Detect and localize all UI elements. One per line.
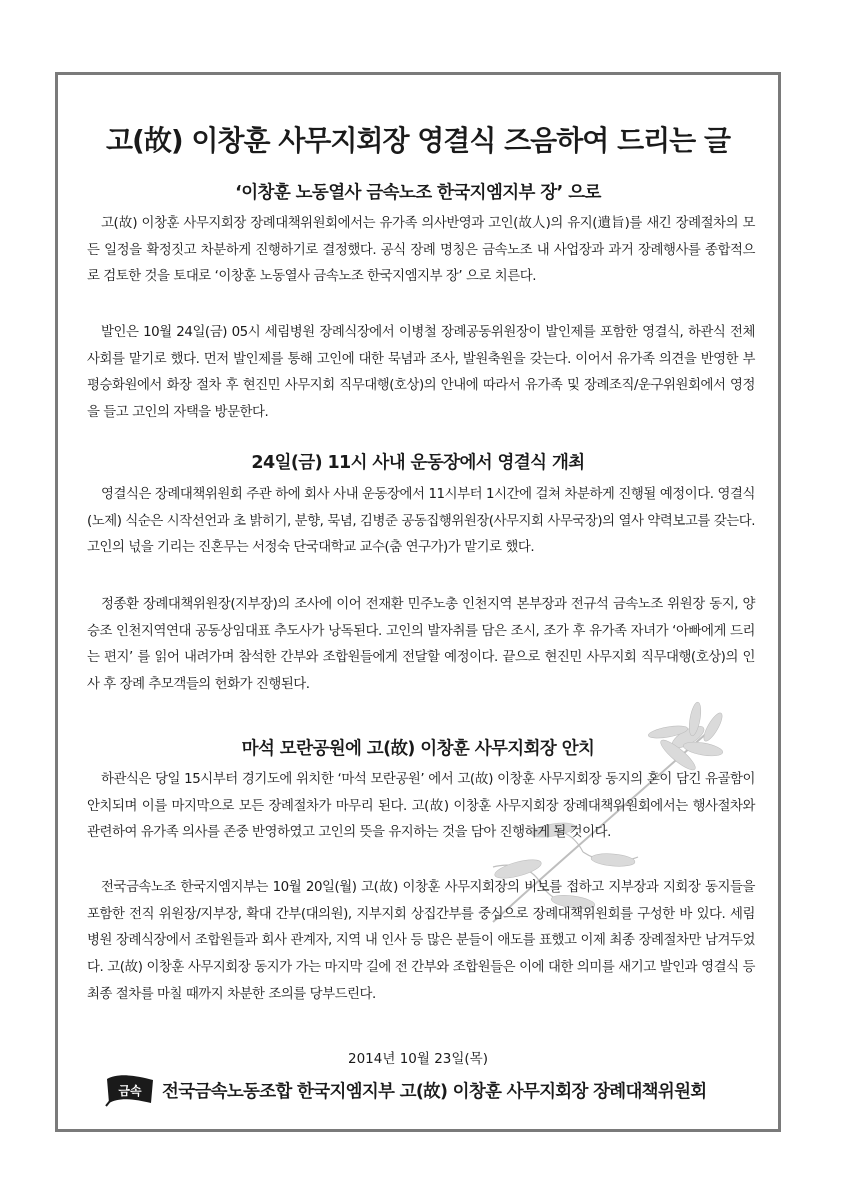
section-heading: 24일(금) 11시 사내 운동장에서 영결식 개최: [251, 453, 585, 473]
document-date: 2014년 10월 23일(목): [348, 1051, 488, 1067]
union-flag-logo-icon: [104, 1073, 156, 1107]
paragraph: 하관식은 당일 15시부터 경기도에 위치한 ‘마석 모란공원’ 에서 고(故) 이창훈 사무지회장 동지의 혼이 담긴 유골함이 안치되며 이를 마지막으로 모든 장례절차가 마무리 된다. 고(故) 이창훈 사무지회장 장례대책위원회에서는 행사절차와 관련하여 유가족 의사를 존중 반영하였고 고인의 뜻을 유지하는 것을 담아 진행하게 될 것이다.: [87, 772, 755, 841]
logo-text: 금속: [118, 1084, 142, 1098]
paragraph: 발인은 10월 24일(금) 05시 세림병원 장례식장에서 이병철 장례공동위원장이 발인제를 포함한 영결식, 하관식 전체 사회를 맡기로 했다. 먼저 발인제를 통해 고인에 대한 묵념과 조사, 발원축원을 갖는다. 이어서 유가족 의견을 반영한 부평승화원에서 화장 절차 후 현진민 사무지회 직무대행(호상)의 안내에 따라서 유가족 및 장례조직/운구위원회에서 영정을 들고 고인의 자택을 방문한다.: [87, 325, 755, 421]
document-frame: [55, 72, 781, 1132]
paragraph: 전국금속노조 한국지엠지부는 10월 20일(월) 고(故) 이창훈 사무지회장의 비보를 접하고 지부장과 지회장 동지들을 포함한 전직 위원장/지부장, 확대 간부(대의원), 지부지회 상집간부를 중심으로 장례대책위원회를 구성한 바 있다. 세림병원 장례식장에서 조합원들과 회사 관계자, 지역 내 인사 등 많은 분들이 애도를 표했고 이제 최종 장례절차만 남겨두었다. 고(故) 이창훈 사무지회장 동지가 가는 마지막 길에 전 간부와 조합원들은 이에 대한 의미를 새기고 발인과 영결식 등 최종 절차를 마칠 때까지 차분한 조의를 당부드린다.: [87, 880, 755, 1002]
section-heading: 마석 모란공원에 고(故) 이창훈 사무지회장 안치: [241, 739, 595, 759]
paragraph: 정종환 장례대책위원장(지부장)의 조사에 이어 전재환 민주노총 인천지역 본부장과 전규석 금속노조 위원장 동지, 양승조 인천지역연대 공동상임대표 추도사가 낭독된다. 고인의 발자취를 담은 조시, 조가 후 유가족 자녀가 ‘아빠에게 드리는 편지’ 를 읽어 내려가며 참석한 간부와 조합원들에게 전달할 예정이다. 끝으로 현진민 사무지회 직무대행(호상)의 인사 후 장례 추모객들의 헌화가 진행된다.: [87, 597, 755, 693]
section-heading: ‘이창훈 노동열사 금속노조 한국지엠지부 장’ 으로: [235, 183, 601, 203]
paragraph: 고(故) 이창훈 사무지회장 장례대책위원회에서는 유가족 의사반영과 고인(故人)의 유지(遺旨)를 새긴 장례절차의 모든 일정을 확정짓고 차분하게 진행하기로 결정했다. 공식 장례 명칭은 금속노조 내 사업장과 과거 장례행사를 종합적으로 검토한 것을 토대로 ‘이창훈 노동열사 금속노조 한국지엠지부 장’ 으로 치른다.: [87, 216, 755, 285]
signature-text: 전국금속노동조합 한국지엠지부 고(故) 이창훈 사무지회장 장례대책위원회: [162, 1081, 707, 1102]
signature-block: [104, 1073, 707, 1107]
paragraph: 영결식은 장례대책위원회 주관 하에 회사 사내 운동장에서 11시부터 1시간에 걸쳐 차분하게 진행될 예정이다. 영결식(노제) 식순은 시작선언과 초 밝히기, 분향, 묵념, 김병준 공동집행위원장(사무지회 사무국장)의 열사 약력보고를 갖는다. 고인의 넋을 기리는 진혼무는 서정숙 단국대학교 교수(춤 연구가)가 맡기로 했다.: [87, 487, 755, 556]
page-title: 고(故) 이창훈 사무지회장 영결식 즈음하여 드리는 글: [105, 124, 731, 157]
